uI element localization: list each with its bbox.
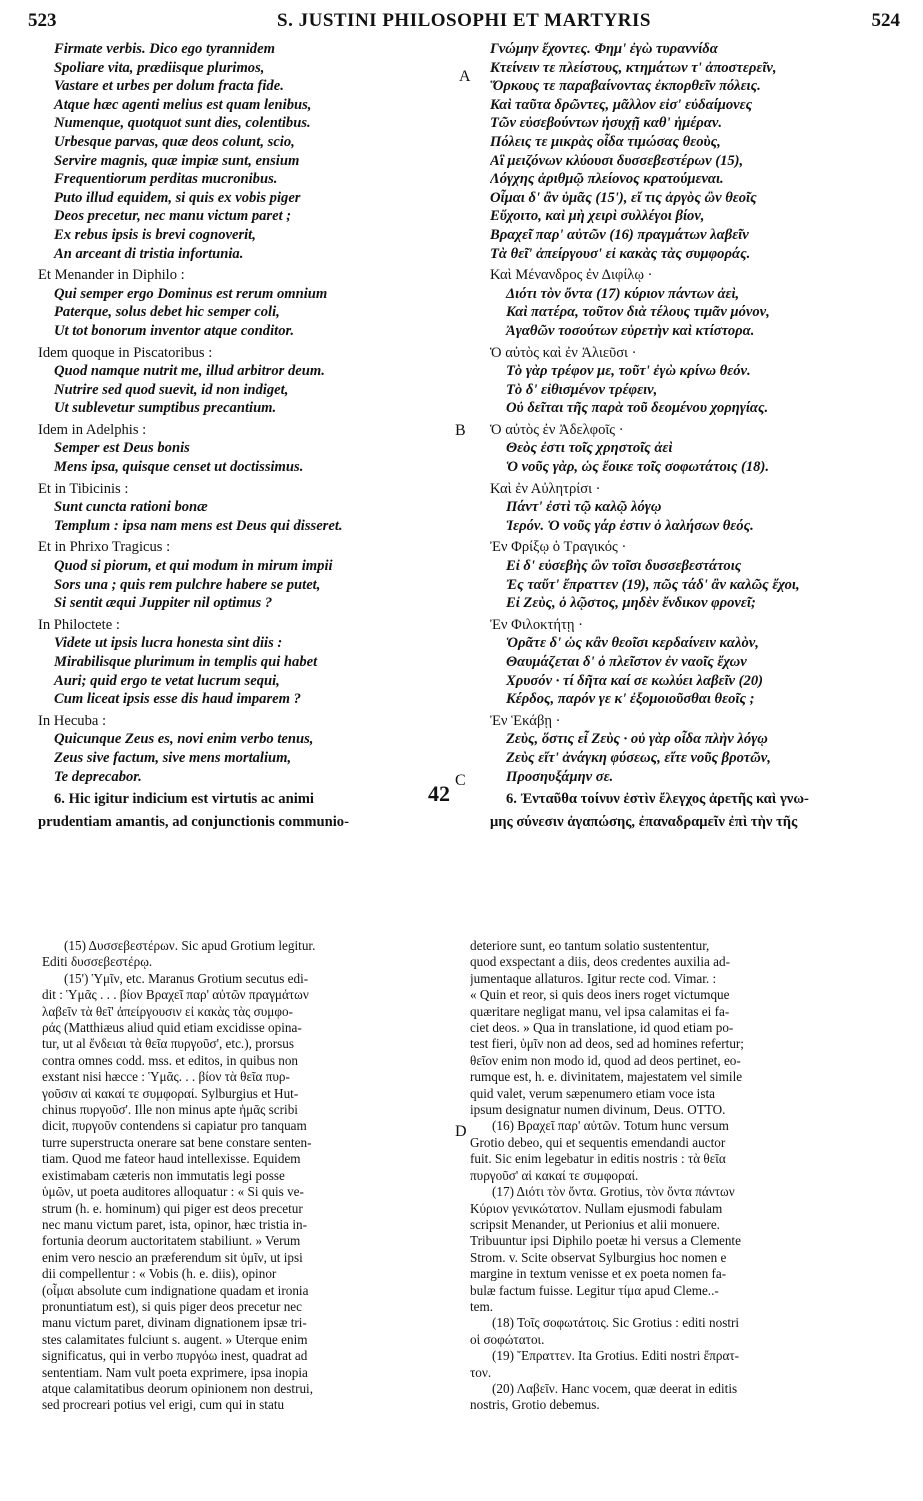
latin-line: Urbesque parvas, quæ deos colunt, scio, (54, 133, 295, 150)
greek-line: Καὶ πατέρα, τοῦτον διὰ τέλους τιμᾶν μόνον, (506, 304, 770, 321)
footnote-line: test fieri, ὑμῖν non ad deos, sed ad homines refertur; (470, 1036, 744, 1052)
latin-line: Numenque, quotquot sunt dies, colentibus. (54, 115, 311, 132)
latin-line: Ex rebus ipsis is brevi cognoverit, (54, 226, 256, 243)
greek-line: Θαυμάζεται δ' ὁ πλεῖστον ἐν ναοῖς ἔχων (506, 654, 747, 670)
greek-line: Τὸ δ' εἰθισμένον τρέφειν, (506, 381, 658, 398)
latin-line: Frequentiorum perditas mucronibus. (54, 171, 278, 188)
footnote-line: pronuntiatum est), si quis piger deos precetur nec (42, 1298, 303, 1314)
latin-line: Ut tot bonorum inventor atque conditor. (54, 322, 295, 339)
latin-line: Nutrire sed quod suevit, id non indiget, (54, 381, 289, 398)
greek-line: μης σύνεσιν ἀγαπώσης, ἐπαναδραμεῖν ἐπὶ τὴν τῆς (490, 813, 798, 830)
footnote-line: significatus, qui in verbo πυργόω inest, quadrat ad (42, 1348, 308, 1364)
footnote-line: (19) Ἔπραττεν. Ita Grotius. Editi nostri ἔπρατ- (492, 1348, 740, 1364)
footnote-line: tur, ut al ἔνδειαι τὰ θεῖα πυργοῦσ', etc.), prorsus (42, 1036, 295, 1052)
greek-line: Πόλεις τε μικρὰς οἶδα τιμώσας θεοὺς, (490, 133, 721, 150)
footnote-line: turre superstructa onerare sat bene constare senten- (42, 1134, 312, 1150)
greek-line: Εὔχοιτο, καὶ μὴ χειρὶ συλλέγοι βίον, (490, 208, 705, 225)
footnote-line: ipsum designatur numen divinum, Deus. OTTO. (470, 1102, 726, 1118)
footnotes-left (42, 938, 454, 1414)
footnote-line: (18) Τοῖς σοφωτάτοις. Sic Grotius : editi nostri (492, 1315, 740, 1331)
footnote-line: jumentaque allaturos. Igitur recte cod. Vimar. : (470, 970, 717, 986)
greek-line: Βραχεῖ παρ' αὐτῶν (16) πραγμάτων λαβεῖν (490, 226, 749, 243)
footnote-line: stes calamitates fulciunt s. augent. » Uterque enim (42, 1331, 308, 1347)
latin-line: Si sentit æqui Juppiter nil optimus ? (54, 595, 273, 612)
footnote-line: sed procreari potius vel erigi, cum qui in statu (42, 1397, 285, 1413)
latin-line: Puto illud equidem, si quis ex vobis piger (54, 189, 301, 206)
footnote-line: ciet deos. » Qua in translatione, id quod etiam po- (470, 1020, 734, 1036)
greek-line: Χρυσόν · τί δῆτα καί σε κωλύει λαβεῖν (20) (506, 672, 763, 689)
footnotes-right (470, 938, 882, 1414)
greek-line: Οἶμαι δ' ἂν ὑμᾶς (15'), εἴ τις ἀργὸς ὢν θεοῖς (490, 189, 757, 206)
greek-line: 6. Ἐνταῦθα τοίνυν ἐστὶν ἔλεγχος ἀρετῆς καὶ γνω- (506, 791, 809, 808)
footnote-line: Tribuuntur ipsi Diphilo poetæ hi versus a Clemente (470, 1233, 741, 1249)
greek-line: Ἐν Ἑκάβῃ · (490, 712, 561, 729)
greek-line: Τὸ γὰρ τρέφον με, τοῦτ' ἐγὼ κρίνω θεόν. (506, 363, 751, 380)
greek-line: Ὅρκους τε παραβαίνοντας ἐκπορθεῖν πόλεις. (490, 78, 761, 95)
footnote-line: strum (h. e. hominum) qui piger est deos precetur (42, 1200, 303, 1216)
footnote-line: (17) Διότι τὸν ὄντα. Grotius, τὸν ὄντα πάντων (492, 1184, 735, 1200)
footnote-line: (15) Δυσσεβεστέρων. Sic apud Grotium legitur. (64, 938, 316, 953)
latin-line: Vastare et urbes per dolum fracta fide. (54, 78, 284, 95)
greek-line: Τῶν εὐσεβούντων ἡσυχῇ καθ' ἡμέραν. (490, 115, 723, 132)
footnote-line: quid valet, verum sæpenumero etiam voce ista (470, 1085, 715, 1101)
footnote-line: Grotio debeo, qui et sequentis emendandi auctor (470, 1134, 726, 1150)
latin-line: Sunt cuncta rationi bonæ (54, 499, 208, 516)
running-header (28, 10, 900, 36)
marginal-number: 42 (428, 781, 450, 806)
latin-line: Quicunque Zeus es, novi enim verbo tenus, (54, 731, 314, 748)
latin-line: Et Menander in Diphilo : (38, 267, 185, 284)
footnote-line: λαβεῖν τὰ θεῖ' ἀπείργουσιν εἰ κακὰς τὰς συμφο- (42, 1003, 293, 1019)
footnote-line: bulæ factum fuisse. Legitur τίμα apud Cleme..- (470, 1282, 719, 1298)
footnote-line: (15') Ὑμῖν, etc. Maranus Grotium secutus edi- (64, 970, 309, 986)
footnote-line: (16) Βραχεῖ παρ' αὐτῶν. Totum hunc versum (492, 1118, 729, 1134)
footnote-line: scripsit Menander, ut Perionius et alii monuere. (470, 1216, 720, 1232)
greek-line: Ἱερόν. Ὁ νοῦς γάρ ἐστιν ὁ λαλήσων θεός. (506, 517, 754, 534)
latin-line: Quod si piorum, et qui modum in mirum impii (54, 558, 333, 575)
footnote-line: τον. (470, 1364, 492, 1380)
greek-line: Διότι τὸν ὄντα (17) κύριον πάντων ἀεὶ, (506, 285, 740, 302)
latin-line: Mens ipsa, quisque censet ut doctissimus. (54, 459, 304, 476)
footnote-line: quod exspectant a diis, deos credentes auxilia ad- (470, 954, 730, 970)
footnote-line: Editi δυσσεβεστέρῳ. (42, 954, 153, 970)
greek-line: Οὐ δεῖται τῆς παρὰ τοῦ δεομένου χορηγίας. (506, 400, 769, 417)
footnote-line: dicit, πυργοῦν contendens si capiatur pro tanquam (42, 1118, 307, 1134)
greek-line: Κτείνειν τε πλείστους, κτημάτων τ' ἀποστερεῖν, (490, 59, 777, 76)
footnote-line: (20) Λαβεῖν. Hanc vocem, quæ deerat in editis (492, 1380, 738, 1396)
greek-line: Ἐς ταὔτ' ἔπραττεν (19), πῶς τάδ' ἂν καλῶς ἔχοι, (506, 576, 800, 593)
page-number-right: 524 (871, 10, 900, 31)
latin-line: Et in Phrixo Tragicus : (38, 539, 171, 556)
latin-line: Firmate verbis. Dico ego tyrannidem (54, 41, 275, 57)
footnote-line: enim vero nescio an præferendum sit ὑμῖν, ut ipsi (42, 1249, 303, 1265)
page-number-left: 523 (28, 10, 57, 31)
greek-line: Θεὸς ἐστι τοῖς χρηστοῖς ἀεὶ (506, 440, 673, 457)
greek-line: Πάντ' ἐστὶ τῷ καλῷ λόγῳ (506, 499, 662, 516)
greek-line: Αἳ μειζόνων κλύουσι δυσσεβεστέρων (15), (490, 152, 744, 169)
latin-line: Cum liceat ipsis esse dis haud imparem ? (54, 691, 301, 708)
latin-line: Quod namque nutrit me, illud arbitror deum. (54, 363, 325, 380)
greek-line: Προσηυξάμην σε. (506, 768, 614, 785)
footnote-line: deteriore sunt, eo tantum solatio sustententur, (470, 938, 710, 953)
latin-line: Et in Tibicinis : (38, 480, 129, 497)
footnote-line: γοῦσιν αἱ κακαί τε συμφοραί. Sylburgius et Hut- (42, 1085, 299, 1101)
footnote-line: Strom. v. Scite observat Sylburgius hoc nomen e (470, 1249, 727, 1265)
footnote-line: sententiam. Nam vult poeta exprimere, ipsa inopia (42, 1364, 308, 1380)
latin-line: Atque hæc agenti melius est quam lenibus, (54, 96, 312, 113)
greek-line: Καὶ Μένανδρος ἐν Διφίλῳ · (490, 267, 653, 284)
margin-letter-b: B (455, 422, 466, 439)
footnote-line: fuit. Sic enim legebatur in editis nostris : τὰ θεῖα (470, 1151, 726, 1167)
latin-line: Auri; quid ergo te vetat lucrum sequi, (54, 672, 280, 689)
greek-line: Γνώμην ἔχοντες. Φημ' ἐγὼ τυραννίδα (490, 41, 718, 57)
latin-line: Templum : ipsa nam mens est Deus qui disseret. (54, 517, 343, 534)
footnote-line: exstant nisi hæcce : Ὑμᾶς. . . βίον τὰ θεῖα πυρ- (42, 1069, 290, 1085)
latin-line: Deos precetur, nec manu victum paret ; (54, 208, 292, 225)
footnote-line: nostris, Grotio debemus. (470, 1397, 600, 1413)
latin-line: prudentiam amantis, ad conjunctionis communio- (38, 813, 349, 830)
greek-line: Ὁ αὐτὸς ἐν Ἀδελφοῖς · (490, 421, 624, 438)
footnote-line: οἱ σοφώτατοι. (470, 1331, 545, 1347)
greek-column (490, 40, 890, 831)
latin-line: An arceant di tristia infortunia. (54, 245, 244, 262)
margin-letter-c: C (455, 772, 466, 789)
latin-line: Spoliare vita, prædiisque plurimos, (54, 59, 265, 76)
footnote-line: existimabam cæteris non immutatis legi posse (42, 1167, 285, 1183)
running-title: S. JUSTINI PHILOSOPHI ET MARTYRIS (277, 10, 651, 31)
latin-line: Idem quoque in Piscatoribus : (38, 344, 213, 361)
greek-line: Ὁ αὐτὸς καὶ ἐν Ἁλιεῦσι · (490, 344, 637, 361)
margin-letter-d: D (455, 1123, 467, 1140)
latin-line: In Philoctete : (38, 616, 120, 633)
greek-line: Ὁρᾶτε δ' ὡς κἂν θεοῖσι κερδαίνειν καλὸν, (506, 635, 759, 652)
greek-line: Εἰ δ' εὐσεβὴς ὢν τοῖσι δυσσεβεστάτοις (506, 558, 742, 575)
greek-line: Ζεὺς, ὅστις εἶ Ζεὺς · οὐ γὰρ οἶδα πλὴν λόγῳ (506, 731, 768, 748)
footnote-line: quæritare negligat manu, vel ipsa calamitas ei fa- (470, 1003, 730, 1019)
footnote-line: (οἶμαι absolute cum indignatione quadam et ironia (42, 1282, 309, 1298)
footnote-line: atque calamitatibus deorum opinionem non destrui, (42, 1380, 314, 1396)
greek-line: Λόγχης ἀριθμῷ πλείονος κρατούμεναι. (490, 171, 724, 188)
greek-line: Ἐν Φιλοκτήτῃ · (490, 616, 583, 633)
footnote-line: ράς (Matthiæus aliud quid etiam excidisse opina- (42, 1020, 302, 1036)
footnote-line: tiam. Quod me fateor haud intellexisse. Equidem (42, 1151, 301, 1167)
footnote-line: rumque est, h. e. divinitatem, majestatem vel simile (470, 1069, 743, 1085)
greek-line: Κέρδος, παρόν γε κ' ἐξομοιοῦσθαι θεοῖς ; (506, 691, 755, 708)
latin-line: 6. Hic igitur indicium est virtutis ac animi (54, 791, 314, 808)
greek-line: Τὰ θεῖ' ἀπείργουσ' εἰ κακὰς τὰς συμφοράς. (490, 245, 751, 262)
greek-line: Ὁ νοῦς γὰρ, ὡς ἔοικε τοῖς σοφωτάτοις (18). (506, 459, 769, 476)
latin-line: In Hecuba : (38, 712, 107, 729)
footnote-line: θεῖον enim non modo id, quod ad deos pertinet, eo- (470, 1052, 741, 1068)
footnote-line: margine in textum venisse et ex poeta nomen fa- (470, 1266, 727, 1282)
footnote-line: tem. (470, 1298, 494, 1314)
footnote-line: Κύριον γενικώτατον. Nullam ejusmodi fabulam (470, 1200, 723, 1216)
latin-line: Paterque, solus debet hic semper coli, (54, 304, 280, 321)
footnote-line: πυργοῦσ' αἱ κακαί τε συμφοραί. (470, 1167, 639, 1183)
latin-line: Ut sublevetur sumptibus precantium. (54, 400, 277, 417)
footnote-line: dii compellentur : « Vobis (h. e. diis), opinor (42, 1266, 277, 1282)
latin-line: Servire magnis, quæ impiæ sunt, ensium (54, 152, 300, 169)
footnote-line: « Quin et reor, si quis deos iners roget victumque (470, 987, 730, 1003)
footnote-line: contra omnes codd. mss. et editos, in quibus non (42, 1052, 299, 1068)
margin-letter-a: A (459, 68, 471, 85)
footnote-line: ὑμῶν, ut poeta auditores alloquatur : « Si quis ve- (42, 1184, 304, 1200)
latin-column (38, 40, 458, 831)
greek-line: Καὶ ταῦτα δρῶντες, μᾶλλον εἰσ' εὐδαίμονες (490, 96, 753, 113)
latin-line: Sors una ; quis rem pulchre habere se putet, (54, 576, 321, 593)
latin-line: Zeus sive factum, sive mens mortalium, (54, 749, 292, 766)
latin-line: Idem in Adelphis : (38, 421, 147, 438)
greek-line: Ζεὺς εἴτ' ἀνάγκη φύσεως, εἴτε νοῦς βροτῶν, (506, 749, 771, 766)
footnote-line: dit : Ὑμᾶς . . . βίον Βραχεῖ παρ' αὐτῶν πραγμάτων (42, 987, 309, 1003)
latin-line: Semper est Deus bonis (54, 440, 190, 457)
latin-line: Mirabilisque plurimum in templis qui habet (54, 654, 318, 670)
footnote-line: nec manu victum paret, ista, opinor, hæc tristia in- (42, 1216, 307, 1232)
latin-line: Qui semper ergo Dominus est rerum omnium (54, 285, 328, 302)
footnote-line: fortunia deorum auctoritatem stabiliunt. » Verum (42, 1233, 301, 1249)
latin-line: Te deprecabor. (54, 768, 142, 785)
footnote-line: chinus πυργοῦσ'. Ille non minus apte ἡμᾶς scribi (42, 1102, 298, 1118)
greek-line: Ἀγαθῶν τοσούτων εὑρετὴν καὶ κτίστορα. (506, 322, 755, 339)
greek-line: Εἰ Ζεὺς, ὁ λῷστος, μηδὲν ἔνδικον φρονεῖ; (506, 595, 756, 612)
greek-line: Ἐν Φρίξῳ ὁ Τραγικός · (490, 539, 627, 556)
latin-line: Videte ut ipsis lucra honesta sint diis : (54, 635, 283, 652)
greek-line: Καὶ ἐν Αὐλητρίσι · (490, 480, 601, 497)
footnote-line: manu victum paret, divinam dignationem ipsæ tri- (42, 1315, 307, 1331)
